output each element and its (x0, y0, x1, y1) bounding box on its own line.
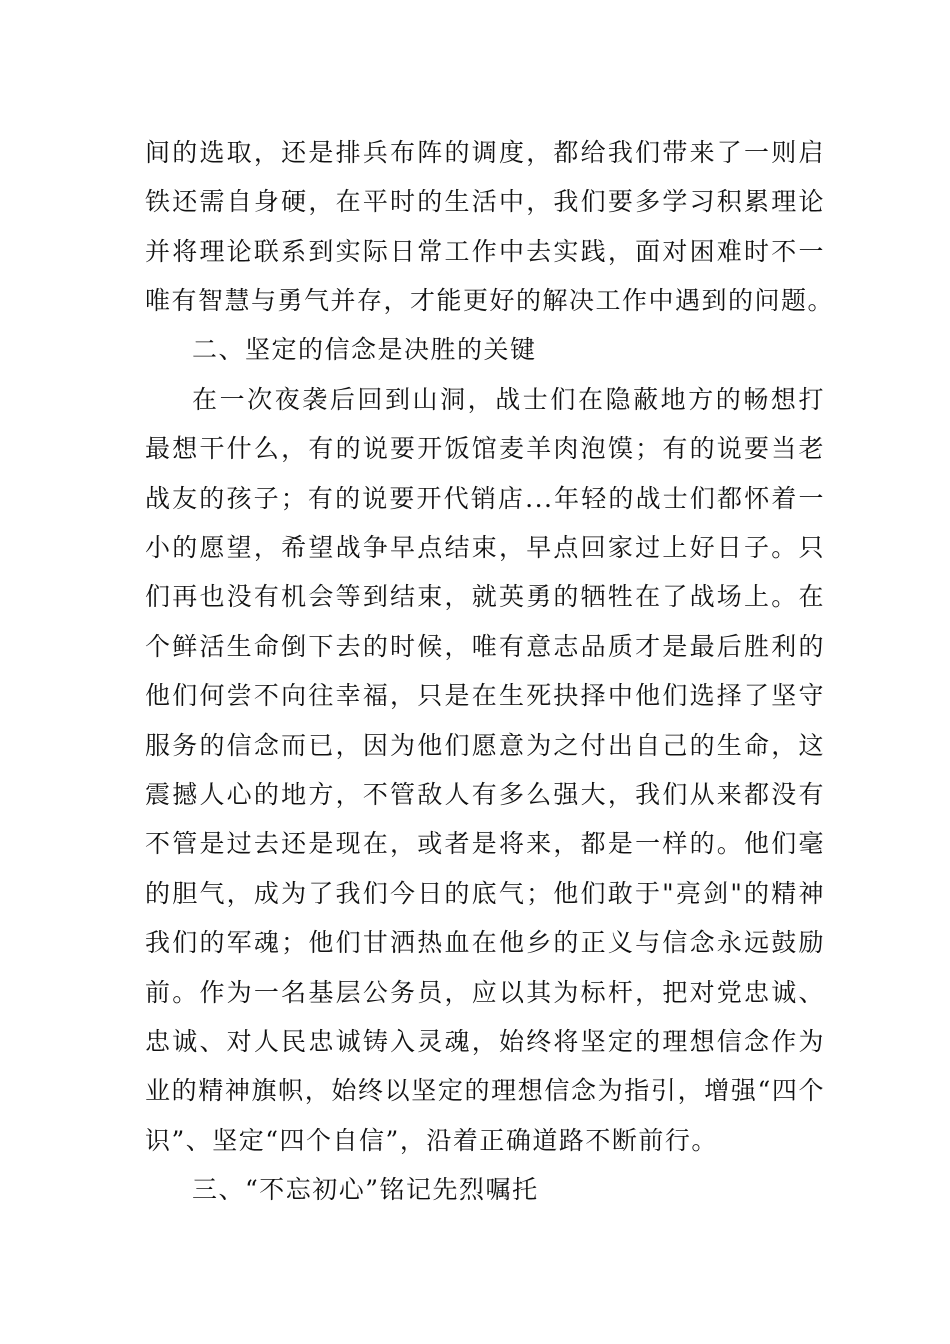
text-line-7: 最想干什么，有的说要开饭馆麦羊肉泡馍；有的说要当老 (145, 434, 825, 463)
text-line-2: 铁还需自身硬，在平时的生活中，我们要多学习积累理论 (145, 187, 825, 216)
text-line-20: 业的精神旗帜，始终以坚定的理想信念为指引，增强“四个 (145, 1076, 825, 1105)
text-line-13: 服务的信念而已，因为他们愿意为之付出自己的生命，这 (145, 731, 825, 760)
text-line-14: 震撼人心的地方，不管敌人有多么强大，我们从来都没有 (145, 780, 825, 809)
section-heading-2: 二、坚定的信念是决胜的关键 (192, 335, 537, 364)
text-line-11: 个鲜活生命倒下去的时候，唯有意志品质才是最后胜利的 (145, 632, 825, 661)
text-line-6: 在一次夜袭后回到山洞，战士们在隐蔽地方的畅想打 (192, 385, 825, 414)
text-line-8: 战友的孩子；有的说要开代销店...年轻的战士们都怀着一 (145, 484, 825, 513)
text-line-10: 们再也没有机会等到结束，就英勇的牺牲在了战场上。在 (145, 582, 825, 611)
text-line-15: 不管是过去还是现在，或者是将来，都是一样的。他们毫 (145, 829, 825, 858)
text-line-3: 并将理论联系到实际日常工作中去实践，面对困难时不一 (145, 237, 825, 266)
text-line-12: 他们何尝不向往幸福，只是在生死抉择中他们选择了坚守 (145, 681, 825, 710)
text-line-21: 识”、坚定“四个自信”，沿着正确道路不断前行。 (145, 1126, 718, 1155)
text-line-17: 我们的军魂；他们甘洒热血在他乡的正义与信念永远鼓励 (145, 928, 825, 957)
text-line-9: 小的愿望，希望战争早点结束，早点回家过上好日子。只 (145, 533, 825, 562)
text-line-1: 间的选取，还是排兵布阵的调度，都给我们带来了一则启 (145, 138, 825, 167)
text-line-16: 的胆气，成为了我们今日的底气；他们敢于"亮剑"的精神 (145, 879, 825, 908)
text-line-19: 忠诚、对人民忠诚铸入灵魂，始终将坚定的理想信念作为 (145, 1027, 825, 1056)
text-line-18: 前。作为一名基层公务员，应以其为标杆，把对党忠诚、 (145, 978, 825, 1007)
text-line-4: 唯有智慧与勇气并存，才能更好的解决工作中遇到的问题。 (145, 286, 835, 315)
section-heading-3: 三、“不忘初心”铭记先烈嘱托 (192, 1175, 539, 1204)
